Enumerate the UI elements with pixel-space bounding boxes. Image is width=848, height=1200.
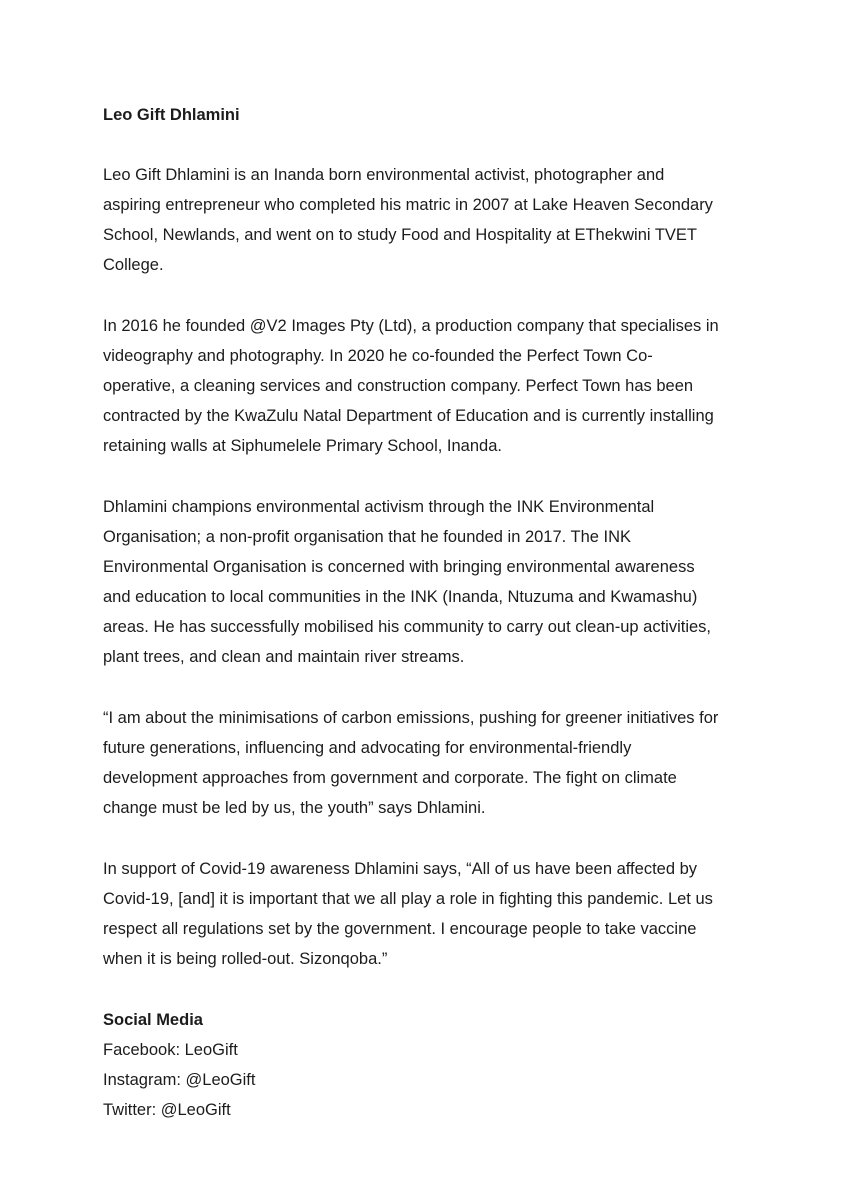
paragraph-quote: [103, 703, 753, 823]
paragraph-line: aspiring entrepreneur who completed his matric in 2007 at Lake Heaven Secondary: [103, 196, 713, 214]
paragraph-line: Organisation; a non-profit organisation that he founded in 2017. The INK: [103, 528, 632, 546]
paragraph-line: Leo Gift Dhlamini is an Inanda born environmental activist, photographer and: [103, 166, 665, 184]
paragraph-line: respect all regulations set by the government. I encourage people to take vaccine: [103, 920, 697, 938]
social-instagram: Instagram: @LeoGift: [103, 1071, 256, 1089]
paragraph-line: when it is being rolled-out. Sizonqoba.”: [103, 950, 388, 968]
paragraph-line: development approaches from government and corporate. The fight on climate: [103, 769, 677, 787]
document-title: Leo Gift Dhlamini: [103, 106, 240, 124]
paragraph-line: operative, a cleaning services and construction company. Perfect Town has been: [103, 377, 694, 395]
paragraph-line: Environmental Organisation is concerned with bringing environmental awareness: [103, 558, 695, 576]
paragraph-line: and education to local communities in the INK (Inanda, Ntuzuma and Kwamashu): [103, 588, 698, 606]
paragraph-line: plant trees, and clean and maintain river streams.: [103, 648, 465, 666]
paragraph-covid: [103, 854, 753, 974]
paragraph-line: areas. He has successfully mobilised his community to carry out clean-up activities,: [103, 618, 711, 636]
paragraph-line: School, Newlands, and went on to study Food and Hospitality at EThekwini TVET: [103, 226, 698, 244]
document-page: [103, 100, 753, 1125]
paragraph-companies: [103, 311, 753, 461]
paragraph-line: In support of Covid-19 awareness Dhlamini says, “All of us have been affected by: [103, 860, 698, 878]
social-media-section: [103, 1005, 753, 1125]
paragraph-bio: [103, 160, 753, 280]
paragraph-line: contracted by the KwaZulu Natal Department of Education and is currently installing: [103, 407, 714, 425]
paragraph-line: Dhlamini champions environmental activism through the INK Environmental: [103, 498, 655, 516]
paragraph-line: change must be led by us, the youth” says Dhlamini.: [103, 799, 486, 817]
paragraph-line: In 2016 he founded @V2 Images Pty (Ltd), a production company that specialises in: [103, 317, 719, 335]
paragraph-line: retaining walls at Siphumelele Primary School, Inanda.: [103, 437, 502, 455]
social-facebook: Facebook: LeoGift: [103, 1041, 238, 1059]
paragraph-line: future generations, influencing and advocating for environmental-friendly: [103, 739, 632, 757]
paragraph-line: videography and photography. In 2020 he co-founded the Perfect Town Co-: [103, 347, 653, 365]
paragraph-line: Covid-19, [and] it is important that we all play a role in fighting this pandemic. Let us: [103, 890, 713, 908]
social-media-heading: Social Media: [103, 1011, 203, 1029]
paragraph-line: College.: [103, 256, 164, 274]
social-twitter: Twitter: @LeoGift: [103, 1101, 231, 1119]
paragraph-activism: [103, 492, 753, 672]
paragraph-line: “I am about the minimisations of carbon emissions, pushing for greener initiatives for: [103, 709, 719, 727]
